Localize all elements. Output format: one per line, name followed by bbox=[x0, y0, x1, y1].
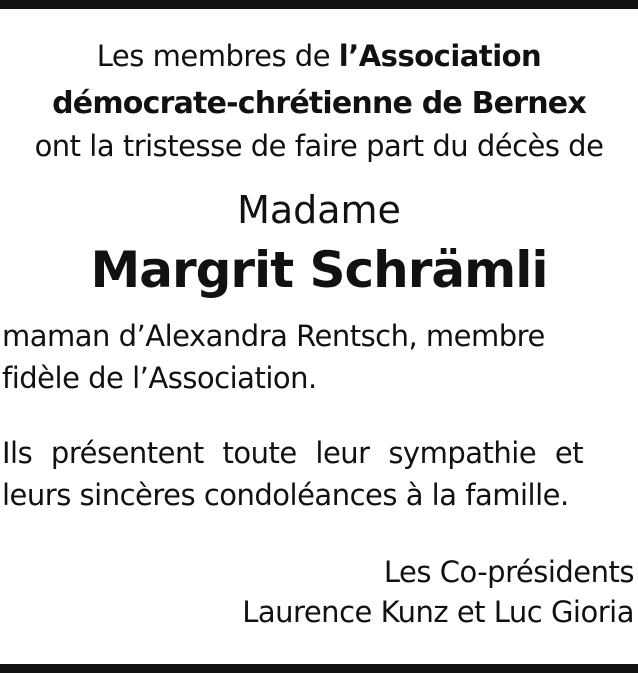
intro-line-1 bbox=[0, 38, 638, 74]
sympathy-line-2: leurs sincères condoléances à la famille. bbox=[2, 478, 569, 512]
announcement-line: ont la tristesse de faire part du décès de bbox=[34, 129, 604, 163]
signature-title: Les Co-présidents bbox=[383, 555, 634, 589]
deceased-name: Margrit Schrämli bbox=[90, 241, 548, 299]
sympathy-line-1: Ils présentent toute leur sympathie et bbox=[2, 436, 584, 470]
intro-line-1-regular: Les membres de bbox=[96, 39, 339, 73]
bottom-border-rule bbox=[0, 664, 638, 673]
signature-names: Laurence Kunz et Luc Gioria bbox=[242, 595, 634, 629]
association-name-start: l’Association bbox=[338, 39, 542, 73]
top-border-rule bbox=[0, 0, 638, 9]
honorific: Madame bbox=[237, 188, 401, 232]
description-line-2: fidèle de l’Association. bbox=[2, 361, 317, 395]
description-line-1: maman d’Alexandra Rentsch, membre bbox=[2, 319, 545, 353]
association-name-line: démocrate-chrétienne de Bernex bbox=[52, 86, 586, 121]
